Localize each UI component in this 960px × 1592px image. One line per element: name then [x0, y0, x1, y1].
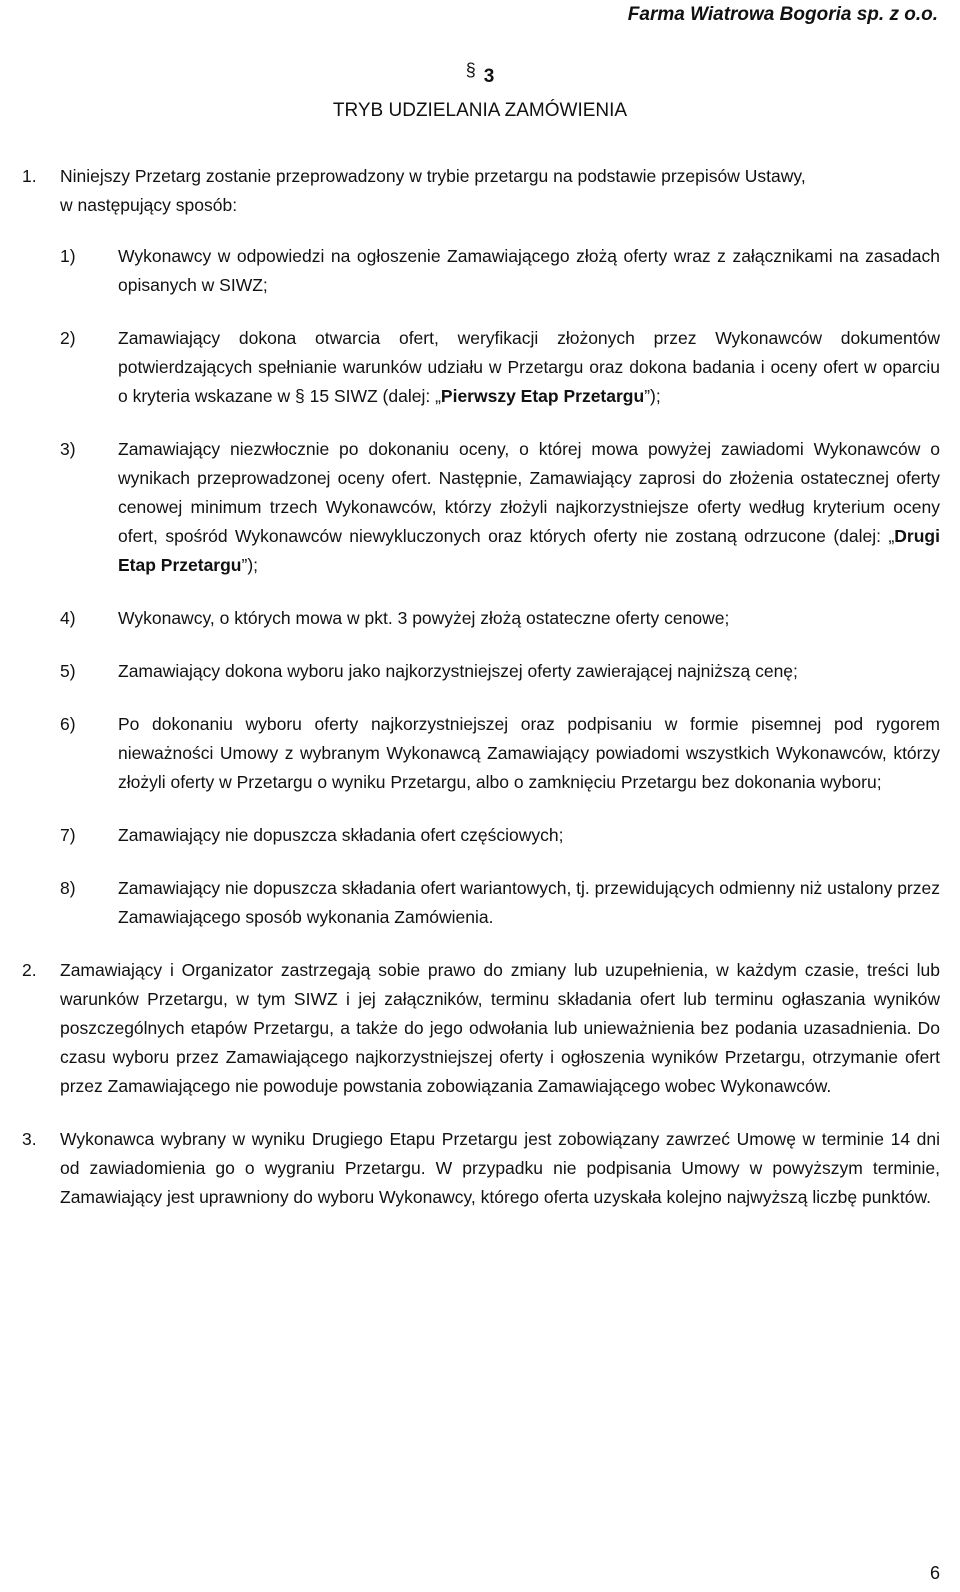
list-item-number: 8)	[60, 878, 76, 898]
paragraph-2	[22, 956, 940, 1101]
list-item-text	[118, 324, 940, 411]
list-item	[60, 874, 940, 932]
list-item	[60, 435, 940, 580]
list-item-number: 4)	[60, 608, 76, 628]
document-body	[22, 162, 940, 1212]
paragraph-text: Wykonawca wybrany w wyniku Drugiego Etapu Przetargu jest zobowiązany zawrzeć Umowę w terminie 14 dni od zawiadomienia go o wygraniu Przetargu. W przypadku nie podpisania Umowy w powyższym terminie, Zamawiający jest uprawniony do wyboru Wykonawcy, którego oferta uzyskała kolejno najwyższą liczbę punktów.	[60, 1129, 940, 1207]
list-item-number: 6)	[60, 714, 76, 734]
list-item-text: Zamawiający nie dopuszcza składania ofert wariantowych, tj. przewidujących odmienny niż ustalony przez Zamawiającego sposób wykonania Zamówienia.	[118, 878, 940, 927]
paragraph-lead-line: Niniejszy Przetarg zostanie przeprowadzony w trybie przetargu na podstawie przepisów Ustawy,	[60, 166, 806, 186]
section-title: TRYB UDZIELANIA ZAMÓWIENIA	[332, 100, 628, 121]
list-item-text: Wykonawcy w odpowiedzi na ogłoszenie Zamawiającego złożą oferty wraz z załącznikami na zasadach opisanych w SIWZ;	[118, 246, 940, 295]
list-item	[60, 657, 940, 686]
list-item-text: Zamawiający dokona wyboru jako najkorzystniejszej oferty zawierającej najniższą cenę;	[118, 661, 798, 681]
list-item-text	[118, 435, 940, 580]
paragraph-1	[22, 162, 940, 191]
defined-term: Pierwszy Etap Przetargu	[440, 386, 645, 406]
list-item-text-part: 15 SIWZ (dalej: „	[304, 386, 441, 406]
defined-term: Drugi Etap Przetargu	[118, 526, 940, 575]
list-item-number: 2)	[60, 328, 76, 348]
list-item-text: Wykonawcy, o których mowa w pkt. 3 powyżej złożą ostateczne oferty cenowe;	[118, 608, 730, 628]
list-item	[60, 242, 940, 300]
list-item-number: 3)	[60, 439, 76, 459]
list-item-text-part: ”);	[644, 386, 661, 406]
list-item-number: 5)	[60, 661, 76, 681]
list-item-text-part: ”);	[241, 555, 259, 575]
list-item-number: 7)	[60, 825, 76, 845]
paragraph-lead-continuation: w następujący sposób:	[60, 195, 238, 215]
list-item-text: Po dokonaniu wyboru oferty najkorzystniejszej oraz podpisaniu w formie pisemnej pod rygorem nieważności Umowy z wybranym Wykonawcą Zamawiający powiadomi wszystkich Wykonawców, którzy złożyli oferty w Przetargu o wyniku Przetargu, albo o zamknięciu Przetargu bez dokonania wyboru;	[118, 714, 940, 792]
section-number: 3	[483, 66, 495, 87]
list-item	[60, 821, 940, 850]
list-item	[60, 324, 940, 411]
company-header: Farma Wiatrowa Bogoria sp. z o.o.	[627, 4, 938, 25]
paragraph-number: 2.	[22, 960, 37, 980]
list-item-text-part: Zamawiający dokona otwarcia ofert, weryfikacji złożonych przez Wykonawców dokumentów potwierdzających spełnianie warunków udziału w Przetargu oraz dokona badania i oceny ofert w oparciu o kryteria wskazane w	[118, 328, 940, 406]
section-heading	[0, 60, 960, 122]
paragraph-text: Zamawiający i Organizator zastrzegają sobie prawo do zmiany lub uzupełnienia, w każdym czasie, treści lub warunków Przetargu, w tym SIWZ i jej załączników, terminu składania ofert lub terminu ogłaszania wyników poszczególnych etapów Przetargu, a także do jego odwołania lub unieważnienia bez podania uzasadnienia. Do czasu wyboru przez Zamawiającego najkorzystniejszej oferty i ogłoszenia wyników Przetargu, otrzymanie ofert przez Zamawiającego nie powoduje powstania zobowiązania Zamawiającego wobec Wykonawców.	[60, 960, 940, 1096]
list-item	[60, 604, 940, 633]
list-item-number: 1)	[60, 246, 76, 266]
paragraph-number: 1.	[22, 166, 37, 186]
paragraph-number: 3.	[22, 1129, 37, 1149]
list-item-text-part: Zamawiający niezwłocznie po dokonaniu oceny, o której mowa powyżej zawiadomi Wykonawców o wynikach przeprowadzonej oceny ofert. Następnie, Zamawiający zaprosi do złożenia ostatecznej oferty cenowej minimum trzech Wykonawców, którzy złożyli najkorzystniejsze oferty według kryterium oceny ofert, spośród Wykonawców niewykluczonych oraz których oferty nie zostaną odrzucone (dalej: „	[118, 439, 940, 546]
page-number: 6	[929, 1563, 940, 1583]
paragraph-3	[22, 1125, 940, 1212]
section-sign: §	[465, 60, 476, 80]
list-item-text: Zamawiający nie dopuszcza składania ofert częściowych;	[118, 825, 564, 845]
list-item	[60, 710, 940, 797]
section-sign: §	[295, 386, 305, 406]
